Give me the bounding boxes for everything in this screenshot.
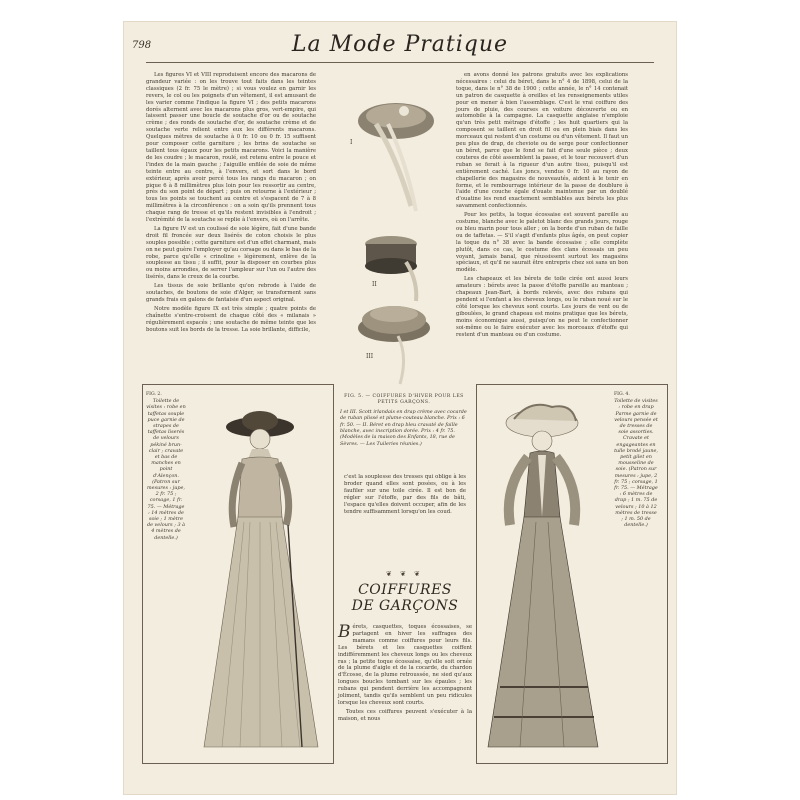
cap-label-ii: II [372, 281, 377, 288]
right-column-text [456, 72, 628, 340]
masthead-title: La Mode Pratique [291, 32, 509, 57]
figure-left-caption [146, 392, 186, 541]
paragraph: Notre modèle figure IX est très simple ; quatre points de chaînette s'entre-croisent de chaque côté des « milanais » régulièrement espacés ; une soutache de même teinte que les boutons suit les bords de la tresse. La soie brillante, difficile, [146, 305, 316, 333]
paragraph: Les tissus de soie brillante qu'on rebrode à l'aide de soutaches, de boutons de soie d'Alger, se transforment sans grands frais en galons de fantaisie d'un aspect original. [146, 283, 316, 303]
dress-illustration-left [190, 397, 330, 757]
paragraph: en avons donné les patrons gratuits avec les explications nécessaires : celui du béret, dans le n° 4 de 1898, celui de la toque, dans le n° 38 de 1900 ; cette année, le n° 14 contenait un patron de casquette à oreilles et les renseignements utiles pour en mener à bien l'assemblage. C'est le vrai coiffure des jours de pluie, des courses en voiture découverte ou en automobile à la campagne. La casquette anglaise n'emploie qu'un très petit métrage d'étoffe ; les huit quartiers qui la composent se taillent en droit fil ou en plein biais dans les morceaux qui restent d'un costume ou d'un vêtement. Il faut un peu plus de drap, de cheviote ou de serge pour confectionner un béret, parce que le fond se fait d'une seule pièce ; deux couteres de côté assemblent la passe, et le tour recouvert d'un ruban se ferait à la rigueur d'un autre tissu, puisqu'il est entièrement caché. Les joncs, vendus 0 fr. 10 au rayon de chapellerie des magasins de nouveautés, aident à le tenir en forme, et le rembourrage intérieur de la passe de doublure à l'aide d'une couche égale d'ouate maintenue par un doublé d'ouatine les rend exactement semblables aux bérets les plus savamment confectionnés. [456, 72, 628, 210]
figure-right-caption [614, 392, 658, 528]
cap-figure-i [358, 103, 434, 211]
left-column-text [146, 72, 316, 336]
caps-illustration [336, 66, 456, 391]
drop-cap: B [338, 622, 351, 642]
figure-right-text: Toilette de visites : robe en drap Parme garnie de velours pensée et de tresses de soie assorties. Cravate et engageantes en tulle brodé jaune, petit gilet en mousseline de soie. (Patron sur mesures : jupe, 2 fr. 75 ; corsage, 1 fr. 75. — Métrage : 6 mètres de drap ; 1 m. 75 de velours ; 10 à 12 mètres de tresse ; 1 m. 50 de dentelle.) [614, 398, 658, 529]
dress-illustration-right [480, 397, 612, 757]
paragraph [338, 624, 472, 707]
figure-right-number: FIG. 4. [614, 392, 630, 397]
figure-left-text: Toilette de visites : robe en taffetas souple puce garnie de strapes de taffetas liserés de velours pékiné brun-clair ; cravate et bas de manches en point d'Alençon. (Patron sur mesures : jupe, 2 fr. 75 ; corsage, 1 fr. 75. — Métrage : 14 mètres de soie ; 1 mètre de velours ; 3 à 4 mètres de dentelle.) [146, 398, 186, 541]
mid-lower-text: c'est la souplesse des tresses qui oblige à les broder quand elles sont posées, ou à les faufiler sur une toile cirée. Il est bon de régler sur l'étoffe, par des fils de bâti, l'espace qu'elles doivent occuper, afin de les tendre suffisamment lorsqu'on les coud. [344, 474, 466, 515]
paragraph: La figure IV est un coulissé de soie légère, fait d'une bande droit fil froncée sur deux lisérés de coton choisis le plus souples possible ; cette garniture est d'un effet charmant, mais on ne peut guère l'employer qu'au corsage ou dans le bas de la robe, parce qu'elle « crinoline » légèrement, enlève de la souplesse au tissu ; il suffit, pour la disposer en courbes plus ou moins arrondies, de serrer l'ampleur sur l'un ou l'autre des lisérés, dans le creux de la courbe. [146, 225, 316, 281]
section-ornament: ❦ ❦ ❦ [386, 570, 424, 578]
caps-caption-head: FIG. 5. — COIFFURES D'HIVER POUR LES PETITS GARÇONS. [344, 394, 464, 406]
section-title [338, 582, 472, 614]
figure-left-number: FIG. 2. [146, 392, 162, 397]
coiffures-text [338, 624, 472, 725]
paragraph: Pour les petits, la toque écossaise est souvent pareille au costume, blanche avec le paletot blanc des grands jours, rouge ou bleu marin pour tous aller ; on la borde d'un ruban de faille ou de taffetas. — S'il s'agit d'enfants plus âgés, on peut copier la toque du n° 38 avec la bande écossaise ; elle complète plutôt, dans ce cas, le costume des clans écossais un peu voyant, jamais banal, que réussissent surtout les magasins spéciaux, et qu'il ne saurait être entrepris chez soi sans un bon modèle. [456, 212, 628, 274]
section-title-line-2: DE GARÇONS [351, 598, 459, 614]
section-title-line-1: COIFFURES [358, 582, 452, 598]
cap-label-iii: III [366, 353, 374, 360]
caps-caption [340, 394, 468, 447]
header-rule [146, 62, 654, 63]
coiffures-body-1: érets, casquettes, toques écossaises, se partagent en hiver les suffrages des mamans comme coiffures pour leurs fils. Les bérets et les casquettes coiffent indifféremment les cheveux longs ou les cheveux ras ; la petite toque écossaise, qu'elle soit ornée de la plume d'aigle et de la cocarde, du chardon d'Écosse, de la plume retroussée, ne sied qu'aux longues boucles tombant sur les épaules ; les rubans qui pendent derrière les accompagnent joliment, tandis qu'ils semblent un peu ridicules lorsque les cheveux sont courts. [338, 624, 472, 706]
paragraph: Les chapeaux et les bérets de toile cirée ont aussi leurs amateurs : bérets avec la passe d'étoffe pareille au manteau ; chapeaux Jean-Bart, à bords relevés, avec des rubans qui pendent si l'enfant a les cheveux longs, ou le ruban noué sur le côté lorsque les cheveux sont courts. Les jours de vent ou de giboulées, le grand chapeau est moins pratique que les bérets, moins économique aussi, puisqu'on ne peut le confectionner soi-même ou le faire exécuter avec les morceaux d'étoffe qui restent d'un manteau ou d'un costume. [456, 276, 628, 338]
page-number: 798 [132, 40, 152, 51]
cap-label-i: I [350, 139, 353, 146]
paragraph: Toutes ces coiffures peuvent s'exécuter à la maison, et nous [338, 708, 472, 722]
cap-figure-ii [365, 236, 417, 301]
cap-figure-iii [358, 306, 430, 384]
caps-caption-body: I et III. Scott irlandais en drap crème avec cocarde de ruban plissé et plume-couteau blanche. Prix : 6 fr. 50. — II. Béret en drap bleu cravaté de faille blanche, avec inscription dorée. Prix : 4 fr. 75. (Modèles de la maison des Enfants, 18, rue de Sèvres. — Les Tuileries réunies.) [340, 408, 467, 447]
magazine-page [124, 22, 676, 794]
paragraph: Les figures VI et VIII reproduisent encore des macarons de grandeur variée : on les trouve tout faits dans les teintes classiques (2 fr. 75 le mètre) ; si vous voulez en garnir les revers, le col ou les poignets d'un vêtement, il est amusant de les varier comme l'indique la figure VI ; des petits macarons dorés alternent avec les macarons plus gros, vert-empire, qui laissent passer une boucle de soutache d'or ou de soutache crème ; des ronds de soutache d'or, de soutache crème et de soutache verte relient entre eux les différents macarons. Quelques mètres de soutache à 0 fr. 10 ou 0 fr. 15 suffisent pour composer cette garniture ; les brins de soutache se taillent tous égaux pour les petits macarons. Voici la manière de les coudre ; le macaron, roulé, est retenu entre le pouce et l'index de la main gauche ; l'aiguille enfilée de soie de même teinte entre au centre, à l'envers, et sort dans le bord extérieur, après avoir percé tous les rangs du macaron ; on pique 6 à 8 millimètres plus loin pour les ressortir au centre, près du son point de départ ; puis on retourne à l'extérieur ; tous les points se touchent au centre et s'espacent de 7 à 8 millimètres à la circonférence : on a soin qu'ils prennent tous chaque rang de tresse et qu'ils restent invisibles à l'endroit ; l'extrémité de la soutache se replie à l'envers, où on l'arrête. [146, 72, 316, 224]
